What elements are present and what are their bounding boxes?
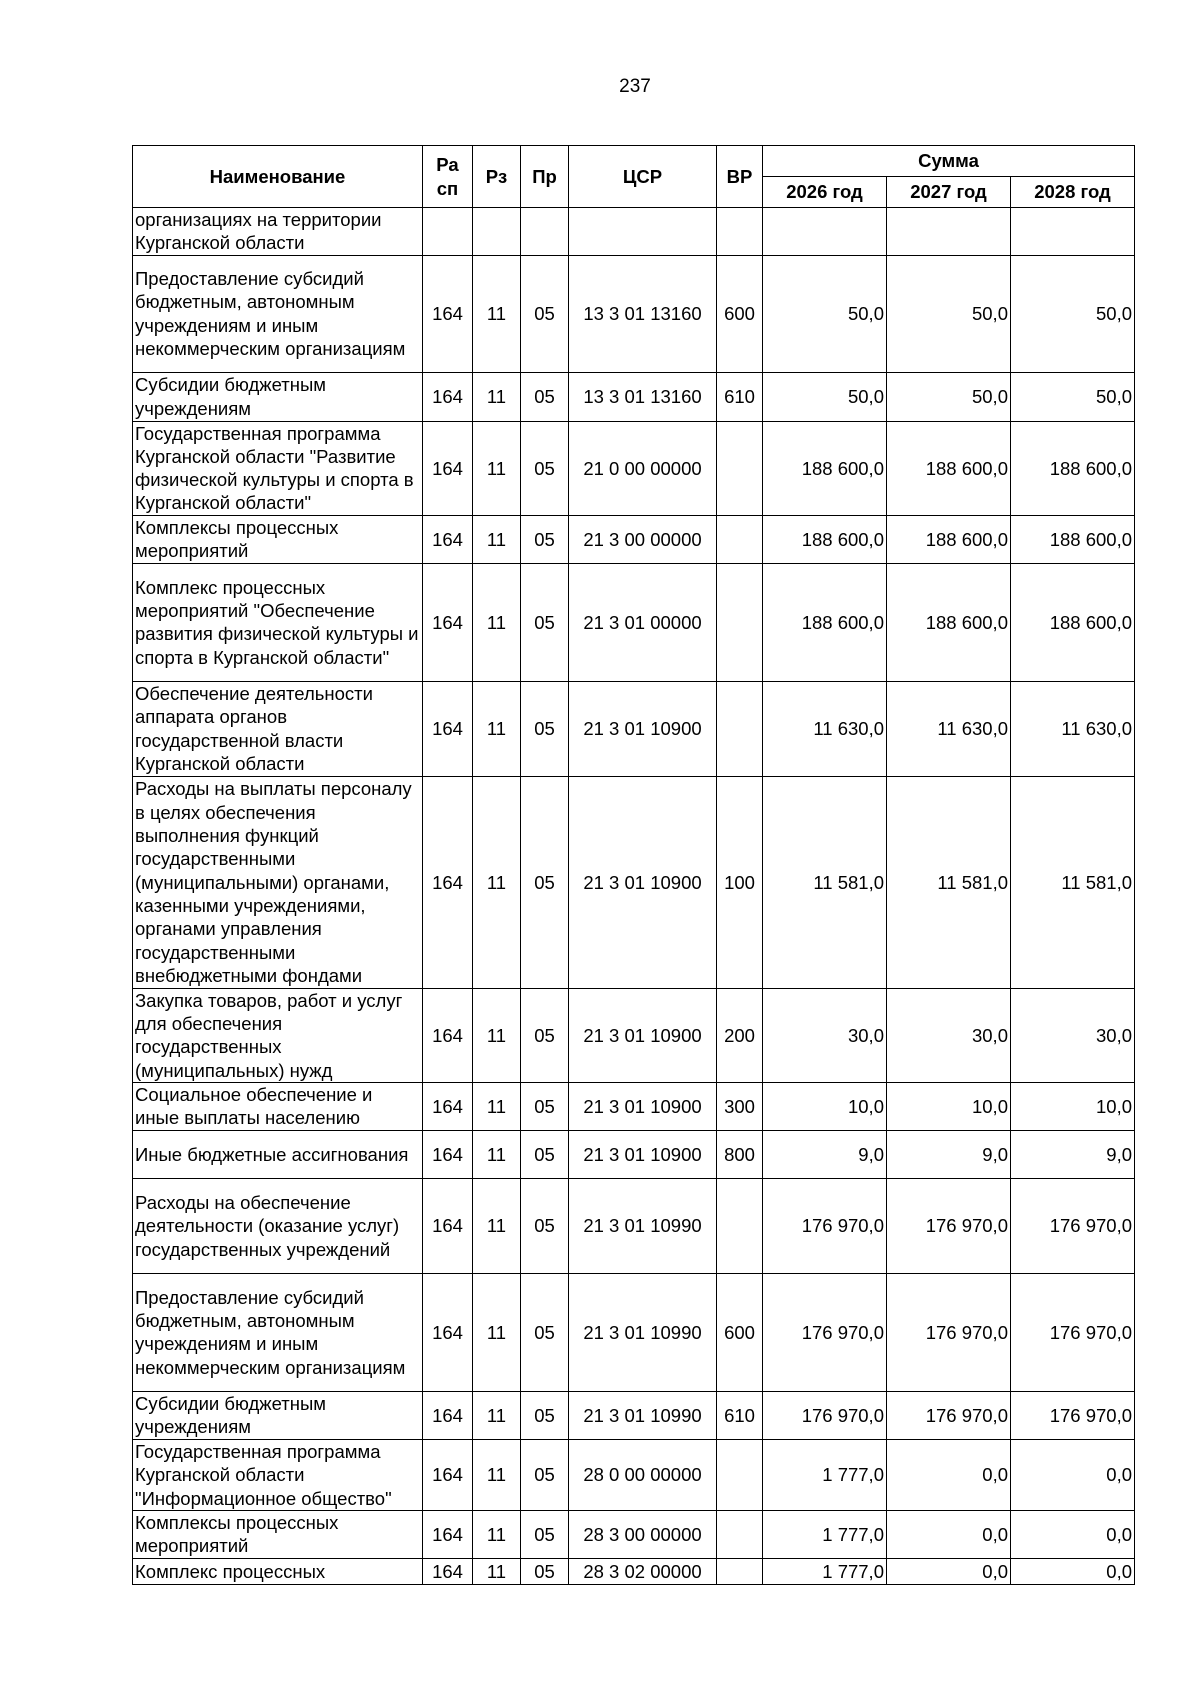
- cell-rasp: [423, 208, 473, 256]
- cell-pr: 05: [521, 1273, 569, 1391]
- cell-sum-2026: 11 581,0: [763, 776, 887, 988]
- cell-rz: 11: [473, 681, 521, 776]
- cell-sum-2026: 176 970,0: [763, 1273, 887, 1391]
- cell-csr: 21 3 01 10900: [569, 1130, 717, 1178]
- cell-sum-2028: 176 970,0: [1011, 1178, 1135, 1273]
- cell-pr: 05: [521, 1558, 569, 1584]
- table-row: [133, 563, 1135, 681]
- cell-name: Комплекс процессных мероприятий "Обеспечение развития физической культуры и спорта в Курганской области": [133, 563, 423, 681]
- table-row: [133, 1178, 1135, 1273]
- cell-pr: 05: [521, 1178, 569, 1273]
- table-row: [133, 1510, 1135, 1558]
- cell-pr: 05: [521, 563, 569, 681]
- cell-sum-2028: 188 600,0: [1011, 421, 1135, 515]
- cell-rz: 11: [473, 255, 521, 372]
- cell-sum-2027: 0,0: [887, 1439, 1011, 1510]
- cell-sum-2026: 188 600,0: [763, 421, 887, 515]
- cell-pr: 05: [521, 421, 569, 515]
- table-body: [133, 208, 1135, 1585]
- cell-csr: 21 3 00 00000: [569, 515, 717, 563]
- cell-sum-2027: 0,0: [887, 1558, 1011, 1584]
- cell-sum-2027: 50,0: [887, 372, 1011, 421]
- cell-sum-2028: 50,0: [1011, 255, 1135, 372]
- table-row: [133, 1391, 1135, 1439]
- cell-rz: 11: [473, 1273, 521, 1391]
- cell-sum-2027: 176 970,0: [887, 1391, 1011, 1439]
- cell-csr: 28 3 00 00000: [569, 1510, 717, 1558]
- cell-sum-2027: 176 970,0: [887, 1178, 1011, 1273]
- cell-rz: 11: [473, 515, 521, 563]
- cell-csr: 21 3 01 10900: [569, 988, 717, 1082]
- cell-csr: 21 3 01 10990: [569, 1178, 717, 1273]
- cell-rasp: 164: [423, 421, 473, 515]
- cell-rz: 11: [473, 1178, 521, 1273]
- cell-sum-2028: [1011, 208, 1135, 256]
- cell-name: Предоставление субсидий бюджетным, автономным учреждениям и иным некоммерческим организациям: [133, 1273, 423, 1391]
- cell-sum-2028: 11 630,0: [1011, 681, 1135, 776]
- cell-sum-2027: 188 600,0: [887, 421, 1011, 515]
- cell-vr: 610: [717, 1391, 763, 1439]
- cell-sum-2027: [887, 208, 1011, 256]
- cell-name: Государственная программа Курганской области "Информационное общество": [133, 1439, 423, 1510]
- cell-vr: 300: [717, 1082, 763, 1130]
- cell-rasp: 164: [423, 372, 473, 421]
- cell-vr: [717, 1510, 763, 1558]
- cell-sum-2027: 11 630,0: [887, 681, 1011, 776]
- cell-rasp: 164: [423, 255, 473, 372]
- cell-rasp: 164: [423, 681, 473, 776]
- cell-rz: 11: [473, 1439, 521, 1510]
- cell-pr: 05: [521, 988, 569, 1082]
- cell-sum-2026: 188 600,0: [763, 515, 887, 563]
- cell-rasp: 164: [423, 1178, 473, 1273]
- cell-rz: [473, 208, 521, 256]
- cell-rz: 11: [473, 1391, 521, 1439]
- cell-rasp: 164: [423, 515, 473, 563]
- cell-rz: 11: [473, 776, 521, 988]
- cell-name: Иные бюджетные ассигнования: [133, 1130, 423, 1178]
- cell-sum-2027: 188 600,0: [887, 563, 1011, 681]
- cell-pr: 05: [521, 255, 569, 372]
- cell-csr: 21 3 01 10900: [569, 776, 717, 988]
- cell-sum-2026: 9,0: [763, 1130, 887, 1178]
- cell-csr: 21 3 01 10990: [569, 1391, 717, 1439]
- header-rasp-top: Ра: [436, 154, 459, 176]
- cell-sum-2027: 50,0: [887, 255, 1011, 372]
- header-vr: ВР: [717, 146, 763, 208]
- header-csr: ЦСР: [569, 146, 717, 208]
- cell-rz: 11: [473, 1558, 521, 1584]
- cell-csr: 21 0 00 00000: [569, 421, 717, 515]
- cell-sum-2028: 0,0: [1011, 1558, 1135, 1584]
- cell-rasp: 164: [423, 1273, 473, 1391]
- cell-sum-2026: 50,0: [763, 255, 887, 372]
- cell-csr: 21 3 01 10900: [569, 681, 717, 776]
- cell-pr: 05: [521, 681, 569, 776]
- header-rasp: [423, 146, 473, 208]
- table-row: [133, 1273, 1135, 1391]
- table-row: [133, 421, 1135, 515]
- cell-rasp: 164: [423, 1082, 473, 1130]
- cell-sum-2027: 176 970,0: [887, 1273, 1011, 1391]
- cell-vr: [717, 208, 763, 256]
- cell-name: Комплекс процессных: [133, 1558, 423, 1584]
- cell-name: Предоставление субсидий бюджетным, автономным учреждениям и иным некоммерческим организациям: [133, 255, 423, 372]
- cell-rz: 11: [473, 1510, 521, 1558]
- cell-name: Комплексы процессных мероприятий: [133, 1510, 423, 1558]
- header-pr: Пр: [521, 146, 569, 208]
- cell-vr: 100: [717, 776, 763, 988]
- cell-sum-2028: 188 600,0: [1011, 515, 1135, 563]
- cell-rasp: 164: [423, 1439, 473, 1510]
- cell-pr: 05: [521, 1082, 569, 1130]
- cell-sum-2027: 11 581,0: [887, 776, 1011, 988]
- cell-name: Социальное обеспечение и иные выплаты населению: [133, 1082, 423, 1130]
- cell-vr: [717, 1558, 763, 1584]
- cell-sum-2028: 30,0: [1011, 988, 1135, 1082]
- cell-sum-2027: 188 600,0: [887, 515, 1011, 563]
- cell-vr: [717, 563, 763, 681]
- table-row: [133, 988, 1135, 1082]
- cell-rasp: 164: [423, 1558, 473, 1584]
- table-row: [133, 681, 1135, 776]
- cell-vr: 800: [717, 1130, 763, 1178]
- cell-sum-2026: [763, 208, 887, 256]
- cell-sum-2026: 1 777,0: [763, 1439, 887, 1510]
- cell-sum-2028: 188 600,0: [1011, 563, 1135, 681]
- cell-sum-2026: 30,0: [763, 988, 887, 1082]
- cell-sum-2026: 188 600,0: [763, 563, 887, 681]
- cell-pr: 05: [521, 776, 569, 988]
- header-name: Наименование: [133, 146, 423, 208]
- cell-rasp: 164: [423, 1130, 473, 1178]
- cell-sum-2028: 9,0: [1011, 1130, 1135, 1178]
- cell-sum-2028: 11 581,0: [1011, 776, 1135, 988]
- cell-rasp: 164: [423, 988, 473, 1082]
- cell-sum-2026: 176 970,0: [763, 1391, 887, 1439]
- cell-vr: [717, 1178, 763, 1273]
- cell-name: Обеспечение деятельности аппарата органов государственной власти Курганской области: [133, 681, 423, 776]
- cell-pr: 05: [521, 515, 569, 563]
- header-year-2027: 2027 год: [887, 177, 1011, 208]
- cell-vr: [717, 421, 763, 515]
- cell-sum-2028: 0,0: [1011, 1510, 1135, 1558]
- cell-rasp: 164: [423, 1510, 473, 1558]
- cell-name: Комплексы процессных мероприятий: [133, 515, 423, 563]
- table-row: [133, 1130, 1135, 1178]
- cell-sum-2028: 176 970,0: [1011, 1273, 1135, 1391]
- cell-sum-2026: 1 777,0: [763, 1558, 887, 1584]
- cell-csr: 28 3 02 00000: [569, 1558, 717, 1584]
- cell-csr: 28 0 00 00000: [569, 1439, 717, 1510]
- cell-pr: 05: [521, 1439, 569, 1510]
- cell-sum-2027: 0,0: [887, 1510, 1011, 1558]
- cell-name: Закупка товаров, работ и услуг для обеспечения государственных (муниципальных) нужд: [133, 988, 423, 1082]
- cell-pr: 05: [521, 1391, 569, 1439]
- cell-sum-2028: 50,0: [1011, 372, 1135, 421]
- cell-csr: 13 3 01 13160: [569, 372, 717, 421]
- cell-vr: [717, 1439, 763, 1510]
- cell-vr: 610: [717, 372, 763, 421]
- cell-rz: 11: [473, 421, 521, 515]
- cell-vr: 600: [717, 1273, 763, 1391]
- page-number: 237: [619, 76, 651, 97]
- table-row: [133, 1558, 1135, 1584]
- cell-sum-2028: 0,0: [1011, 1439, 1135, 1510]
- table-row: [133, 372, 1135, 421]
- cell-csr: [569, 208, 717, 256]
- cell-pr: 05: [521, 372, 569, 421]
- cell-sum-2026: 11 630,0: [763, 681, 887, 776]
- table-row: [133, 515, 1135, 563]
- cell-pr: [521, 208, 569, 256]
- cell-rz: 11: [473, 1130, 521, 1178]
- cell-pr: 05: [521, 1130, 569, 1178]
- cell-name: Субсидии бюджетным учреждениям: [133, 372, 423, 421]
- header-rasp-bottom: сп: [436, 177, 459, 199]
- cell-rasp: 164: [423, 563, 473, 681]
- header-sum: Сумма: [763, 146, 1135, 177]
- cell-name: Расходы на выплаты персоналу в целях обеспечения выполнения функций государственными (муниципальными) органами, казенными учреждениями, органами управления государственными внебюджетными фондами: [133, 776, 423, 988]
- cell-rasp: 164: [423, 776, 473, 988]
- cell-vr: [717, 681, 763, 776]
- cell-csr: 21 3 01 10900: [569, 1082, 717, 1130]
- table-row: [133, 1439, 1135, 1510]
- cell-csr: 13 3 01 13160: [569, 255, 717, 372]
- cell-rz: 11: [473, 563, 521, 681]
- cell-sum-2028: 176 970,0: [1011, 1391, 1135, 1439]
- cell-sum-2026: 10,0: [763, 1082, 887, 1130]
- cell-vr: 200: [717, 988, 763, 1082]
- cell-rz: 11: [473, 372, 521, 421]
- table-row: [133, 776, 1135, 988]
- table-row: [133, 255, 1135, 372]
- cell-csr: 21 3 01 00000: [569, 563, 717, 681]
- cell-vr: 600: [717, 255, 763, 372]
- header-year-2028: 2028 год: [1011, 177, 1135, 208]
- cell-name: Субсидии бюджетным учреждениям: [133, 1391, 423, 1439]
- cell-sum-2026: 50,0: [763, 372, 887, 421]
- cell-sum-2028: 10,0: [1011, 1082, 1135, 1130]
- cell-sum-2027: 10,0: [887, 1082, 1011, 1130]
- cell-vr: [717, 515, 763, 563]
- cell-name: организациях на территории Курганской области: [133, 208, 423, 256]
- header-year-2026: 2026 год: [763, 177, 887, 208]
- cell-sum-2027: 30,0: [887, 988, 1011, 1082]
- cell-rz: 11: [473, 988, 521, 1082]
- cell-rasp: 164: [423, 1391, 473, 1439]
- cell-pr: 05: [521, 1510, 569, 1558]
- table-row: [133, 208, 1135, 256]
- table-row: [133, 1082, 1135, 1130]
- budget-table: [132, 145, 1135, 1585]
- cell-sum-2027: 9,0: [887, 1130, 1011, 1178]
- header-rz: Рз: [473, 146, 521, 208]
- cell-sum-2026: 176 970,0: [763, 1178, 887, 1273]
- cell-name: Государственная программа Курганской области "Развитие физической культуры и спорта в Курганской области": [133, 421, 423, 515]
- cell-sum-2026: 1 777,0: [763, 1510, 887, 1558]
- cell-rz: 11: [473, 1082, 521, 1130]
- cell-csr: 21 3 01 10990: [569, 1273, 717, 1391]
- cell-name: Расходы на обеспечение деятельности (оказание услуг) государственных учреждений: [133, 1178, 423, 1273]
